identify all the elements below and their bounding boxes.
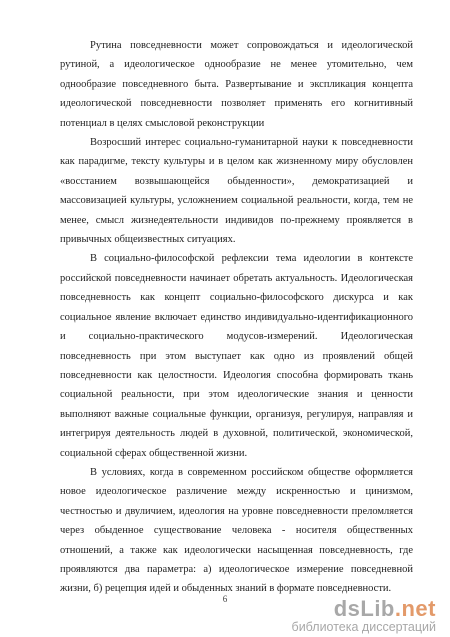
watermark-logo [292, 598, 436, 634]
paragraph-4: В условиях, когда в современном российском обществе оформляется новое идеологическое различение между искренностью и цинизмом, честностью и двуличием, идеология на уровне повседневности преломляется через обыденное существование человека - носителя общественных отношений, а также как идеологически насыщенная повседневность, где проявляются два параметра: а) идеологическое измерение повседневной жизни, б) рецепция идей и обыденных знаний в формате повседневности. [60, 466, 413, 595]
page-number: 6 [222, 594, 228, 604]
paragraph-1: Рутина повседневности может сопровождаться и идеологической рутиной, а идеологическое однообразие не менее утомительно, чем однообразие повседневного быта. Развертывание и экспликация концепта идеологической повседневности позволяет применять его когнитивный потенциал в целях смысловой реконструкции [60, 40, 413, 129]
watermark-logo-text [292, 598, 436, 620]
watermark-subtitle: библиотека диссертаций [291, 620, 436, 634]
watermark-logo-main: dsLib [333, 596, 395, 621]
watermark-logo-tld: .net [394, 596, 436, 621]
paragraph-3: В социально-философской рефлексии тема идеологии в контексте российской повседневности начинает обретать актуальность. Идеологическая повседневность как концепт социально-философского дискурса и как социальное явление включает единство индивидуально-идентификационного и социально-практического модусов-измерений. Идеологическая повседневность при этом выступает как одно из проявлений общей повседневности как целостности. Идеология способна формировать ткань социальной реальности, при этом идеологические знания и ценности выполняют важные социальные функции, организуя, регулируя, направляя и интегрируя деятельность людей в духовной, политической, экономической, социальной сферах общественной жизни. [60, 253, 413, 459]
document-body [60, 36, 413, 599]
paragraph-2: Возросший интерес социально-гуманитарной науки к повседневности как парадигме, тексту культуры и в целом как жизненному миру обусловлен «восстанием возвышающейся обыденности», демократизацией и массовизацией культуры, усложнением социальной реальности, когда, тем не менее, смысл жизнедеятельности индивидов по-прежнему проявляется в привычных общеизвестных ситуациях. [60, 137, 413, 246]
